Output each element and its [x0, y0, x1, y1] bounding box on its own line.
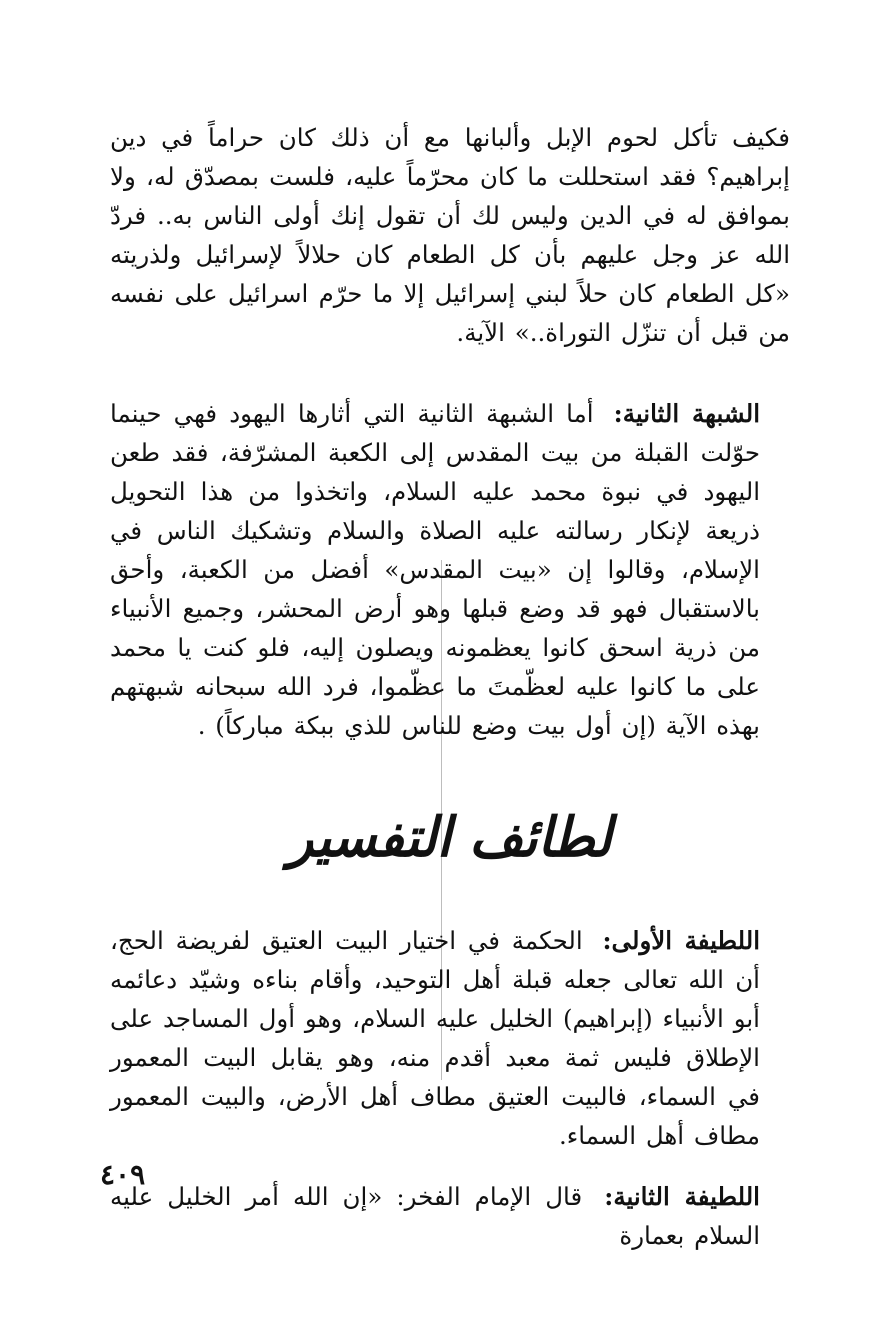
paragraph-second-latifa — [110, 1177, 790, 1255]
second-doubt-text: أما الشبهة الثانية التي أثارها اليهود فهي حينما حوّلت القبلة من بيت المقدس إلى الكعبة المشرّفة، فقد طعن اليهود في نبوة محمد عليه السلام، واتخذوا من هذا التحويل ذريعة لإنكار رسالته عليه الصلاة والسلام وتشكيك الناس في الإسلام، وقالوا إن «بيت المقدس» أفضل من الكعبة، وأحق بالاستقبال فهو قد وضع قبلها وهو أرض المحشر، وجميع الأنبياء من ذرية اسحق كانوا يعظمونه ويصلون إليه، فلو كنت يا محمد على ما كانوا عليه لعظّمتَ ما عظّموا، فرد الله سبحانه شبهتهم بهذه الآية (إن أول بيت وضع للناس للذي ببكة مباركاً) . — [110, 399, 760, 740]
paragraph-second-doubt — [110, 394, 790, 745]
second-latifa-text: قال الإمام الفخر: «إن الله أمر الخليل عليه السلام بعمارة — [110, 1182, 760, 1250]
first-latifa-lead: اللطيفة الأولى: — [602, 926, 760, 955]
second-doubt-lead: الشبهة الثانية: — [613, 399, 760, 428]
paragraph-first-latifa — [110, 921, 790, 1155]
paragraph-intro-text: فكيف تأكل لحوم الإبل وألبانها مع أن ذلك كان حراماً في دين إبراهيم؟ فقد استحللت ما كان محرّماً عليه، فلست بمصدّق له، ولا بموافق له في الدين وليس لك أن تقول إنك أولى الناس به.. فردّ الله عز وجل عليهم بأن كل الطعام كان حلالاً لإسرائيل ولذريته «كل الطعام كان حلاً لبني إسرائيل إلا ما حرّم اسرائيل على نفسه من قبل أن تنزّل التوراة..» الآية. — [110, 123, 790, 347]
page-body — [110, 118, 790, 1255]
paragraph-intro — [110, 118, 790, 352]
section-heading-container — [110, 767, 790, 907]
first-latifa-text: الحكمة في اختيار البيت العتيق لفريضة الحج، أن الله تعالى جعله قبلة أهل التوحيد، وأقام بناءه وشيّد دعائمه أبو الأنبياء (إبراهيم) الخليل عليه السلام، وهو أول المساجد على الإطلاق فليس ثمة معبد أقدم منه، وهو يقابل البيت المعمور في السماء، فالبيت العتيق مطاف أهل الأرض، والبيت المعمور مطاف أهل السماء. — [110, 926, 760, 1150]
second-latifa-lead: اللطيفة الثانية: — [604, 1182, 760, 1211]
paragraph-spacer — [110, 352, 790, 394]
page-number: ٤٠٩ — [100, 1158, 146, 1191]
section-heading: لطائف التفسير — [288, 804, 612, 870]
